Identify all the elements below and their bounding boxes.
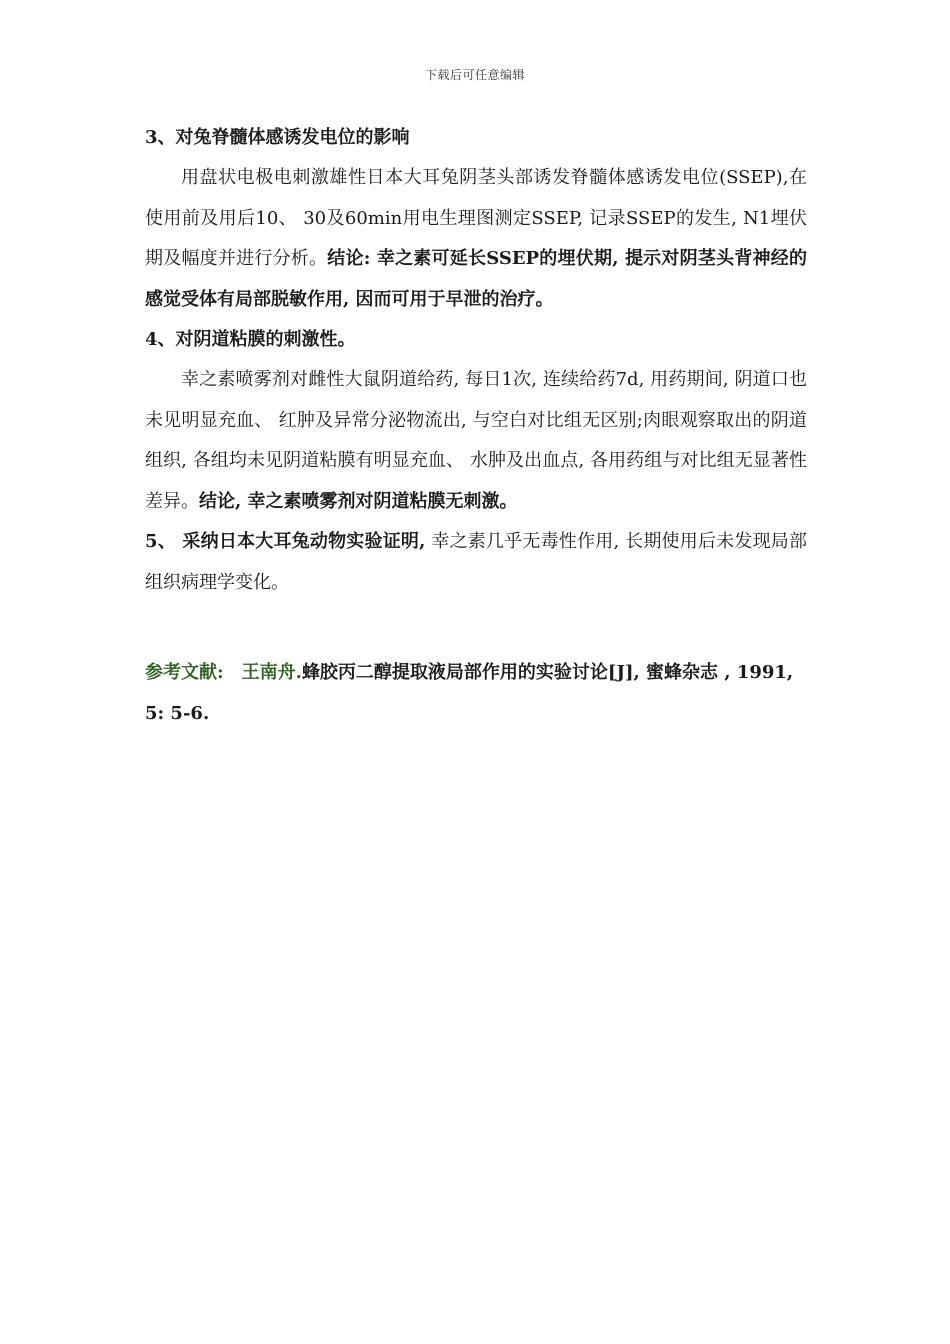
reference-body: 蜂胶丙二醇提取液局部作用的实验讨论[J], 蜜蜂杂志 , 1991, 5: 5-6. [145,662,794,724]
section-4-conclusion: 结论, 幸之素喷雾剂对阴道粘膜无刺激。 [199,490,518,512]
section-3-body: 用盘状电极电刺激雄性日本大耳兔阴茎头部诱发脊髓体感诱发电位(SSEP),在使用前及用后10、 30及60min用电生理图测定SSEP, 记录SSEP的发生, N1埋伏期及幅度并进行分析。 [145,167,807,269]
section-4-body: 幸之素喷雾剂对雌性大鼠阴道给药, 每日1次, 连续给药7d, 用药期间, 阴道口也未见明显充血、 红肿及异常分泌物流出, 与空白对比组无区别;肉眼观察取出的阴道组织, 各组均未见阴道粘膜有明显充血、 水肿及出血点, 各用药组与对比组无显著性差异。 [145,369,807,512]
reference-label: 参考文献: [145,662,224,683]
page-header: 下载后可任意编辑 [424,68,525,82]
section-4-heading: 4、对阴道粘膜的刺激性。 [145,329,356,350]
document-body [145,118,807,734]
section-4-paragraph [145,360,807,522]
section-5-body: 幸之素几乎无毒性作用, 长期使用后未发现局部组织病理学变化。 [145,531,807,593]
section-3-conclusion: 结论: 幸之素可延长SSEP的埋伏期, 提示对阴茎头背神经的感觉受体有局部脱敏作用, 因而可用于早泄的治疗。 [145,248,807,310]
reference-author: 王南舟. [241,662,302,683]
section-3-paragraph [145,158,807,320]
section-5-paragraph [145,522,807,603]
section-3-heading: 3、对兔脊髓体感诱发电位的影响 [145,127,410,148]
section-5-lead: 5、 采纳日本大耳兔动物实验证明, [145,531,426,552]
spacer [145,603,807,653]
reference-entry [145,653,807,734]
